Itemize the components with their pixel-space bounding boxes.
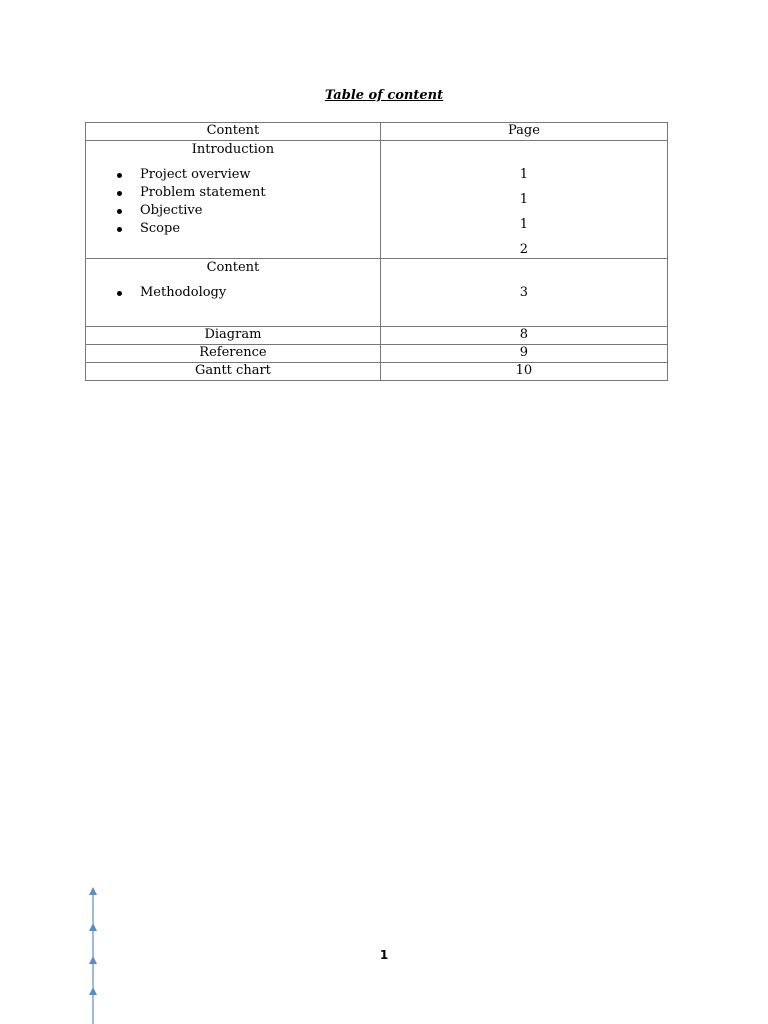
bullet-list-introduction <box>86 166 380 238</box>
bullet-icon <box>117 191 122 196</box>
table-row-content <box>86 259 668 327</box>
page-number: 1 <box>519 192 529 207</box>
page-numbers-content <box>381 259 667 326</box>
row-page: 8 <box>380 327 667 345</box>
list-item: Problem statement <box>86 184 380 202</box>
row-content: Diagram <box>86 327 381 345</box>
list-item: Methodology <box>86 284 380 302</box>
page-number: 1 <box>519 167 529 182</box>
page-number: 3 <box>519 285 529 300</box>
bullet-icon <box>117 173 122 178</box>
table-header-row <box>86 123 668 141</box>
page-number-footer: 1 <box>379 948 389 962</box>
page-number: 1 <box>519 217 529 232</box>
table-row <box>86 327 668 345</box>
header-content: Content <box>86 123 381 141</box>
row-content: Reference <box>86 345 381 363</box>
list-item: Scope <box>86 220 380 238</box>
bullet-icon <box>117 291 122 296</box>
row-page: 9 <box>380 345 667 363</box>
bullet-icon <box>117 209 122 214</box>
toc-table <box>85 122 668 381</box>
page-numbers-introduction <box>381 141 667 258</box>
bullet-list-content <box>86 284 380 302</box>
list-item: Project overview <box>86 166 380 184</box>
table-row <box>86 345 668 363</box>
list-item: Objective <box>86 202 380 220</box>
table-row <box>86 363 668 381</box>
row-page: 10 <box>380 363 667 381</box>
toc-title: Table of content <box>324 88 444 103</box>
table-row-introduction <box>86 141 668 259</box>
bullet-icon <box>117 227 122 232</box>
header-page: Page <box>380 123 667 141</box>
section-heading-content: Content <box>206 260 260 275</box>
row-content: Gantt chart <box>86 363 381 381</box>
page-number: 2 <box>519 242 529 257</box>
section-heading-introduction: Introduction <box>191 142 275 157</box>
